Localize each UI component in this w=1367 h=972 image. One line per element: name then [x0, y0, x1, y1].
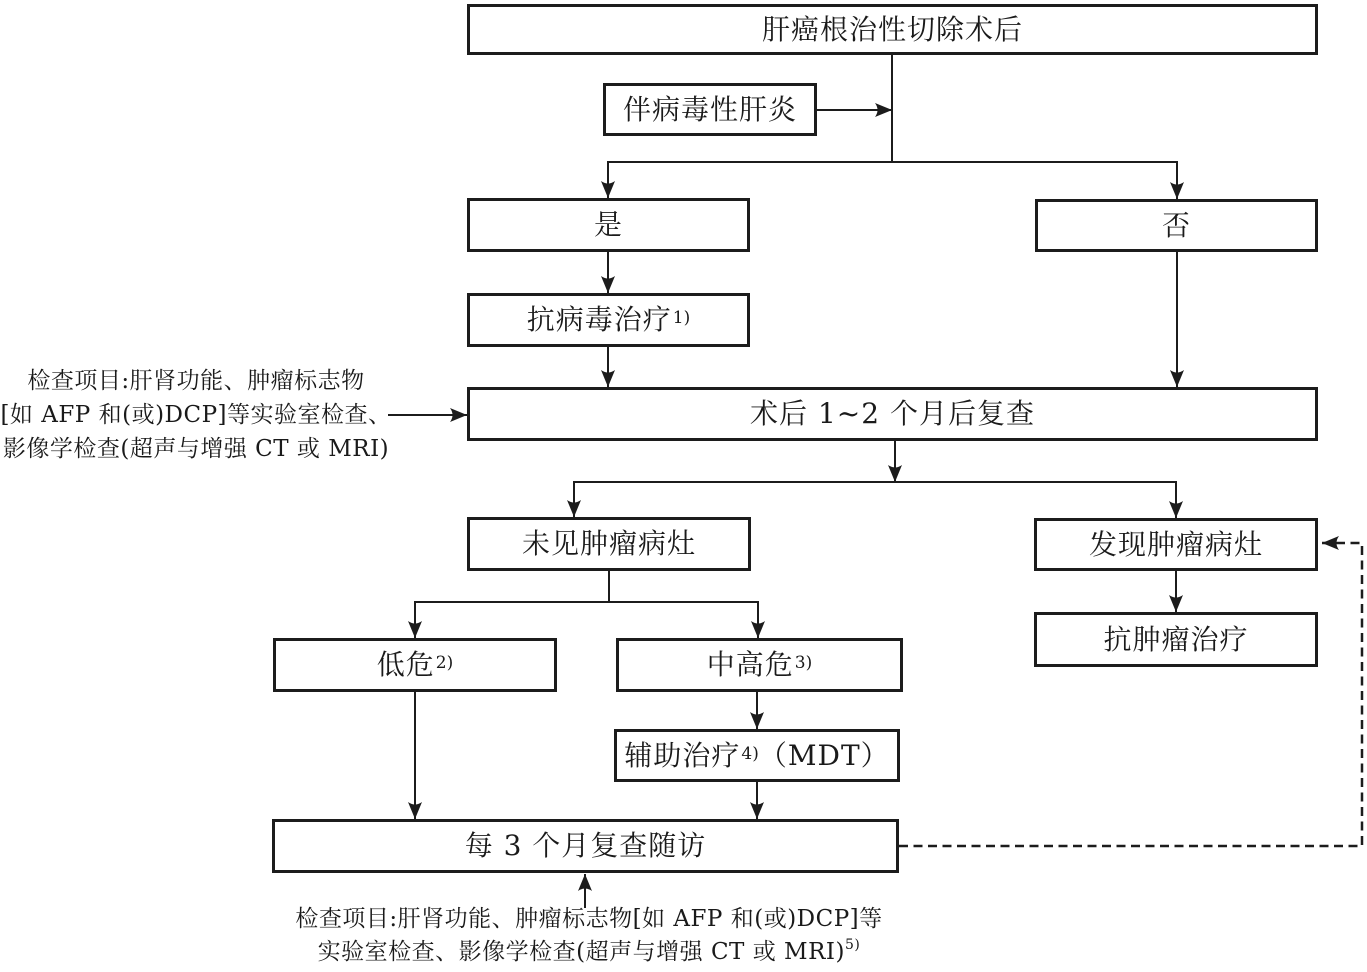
node-no-tumor-lesion-label: 未见肿瘤病灶 — [521, 527, 696, 560]
node-followup-label: 每 3 个月复查随访 — [464, 829, 707, 862]
node-viral-hepatitis — [603, 83, 817, 136]
node-no — [1035, 199, 1318, 252]
annotation-exam-items-left — [0, 364, 392, 466]
node-tumor-lesion-found-label: 发现肿瘤病灶 — [1088, 527, 1263, 561]
node-recheck-1-2-months — [467, 387, 1318, 441]
node-recheck-label: 术后 1~2 个月后复查 — [750, 397, 1035, 430]
node-antitumor-therapy — [1034, 612, 1318, 667]
node-tumor-lesion-found — [1034, 518, 1318, 571]
node-adjuvant-therapy-label: 辅助治疗 — [624, 738, 741, 772]
annotation-bottom-footnote: 5) — [844, 937, 861, 954]
node-low-risk-label: 低危 — [376, 648, 435, 681]
node-yes-label: 是 — [593, 208, 623, 241]
node-followup-every-3-months — [272, 819, 899, 873]
node-adjuvant-therapy-mdt: 辅助治疗 $^{4)}$ （MDT） — [614, 729, 900, 782]
annotation-bottom-line2: 实验室检查、影像学检查(超声与增强 CT 或 MRI)$^{5)}$ — [317, 937, 861, 965]
node-antiviral-therapy-label: 抗病毒治疗 — [526, 303, 672, 336]
annotation-left-line2: [如 AFP 和(或)DCP]等实验室检查、 — [0, 402, 392, 428]
annotation-bottom-line1: 检查项目:肝肾功能、肿瘤标志物[如 AFP 和(或)DCP]等 — [295, 906, 883, 932]
node-viral-hepatitis-label: 伴病毒性肝炎 — [622, 92, 797, 126]
node-no-label: 否 — [1161, 208, 1191, 242]
node-post-resection — [467, 4, 1318, 55]
node-antitumor-therapy-label: 抗肿瘤治疗 — [1103, 622, 1249, 656]
annotation-left-line3: 影像学检查(超声与增强 CT 或 MRI) — [2, 436, 390, 462]
node-mid-high-risk: 中高危 $^{3)}$ — [616, 638, 903, 692]
dashed-feedback-arrow — [899, 543, 1362, 846]
node-no-tumor-lesion — [467, 517, 751, 571]
node-low-risk: 低危 $^{2)}$ — [273, 638, 557, 692]
node-post-resection-label: 肝癌根治性切除术后 — [761, 12, 1023, 46]
node-yes — [467, 198, 750, 252]
node-antiviral-therapy: 抗病毒治疗 $^{1)}$ — [467, 293, 750, 347]
node-adjuvant-mdt-suffix: （MDT） — [758, 738, 890, 772]
node-mid-high-risk-label: 中高危 — [706, 648, 794, 681]
annotation-left-line1: 检查项目:肝肾功能、肿瘤标志物 — [27, 368, 365, 394]
annotation-exam-items-bottom — [249, 903, 929, 969]
